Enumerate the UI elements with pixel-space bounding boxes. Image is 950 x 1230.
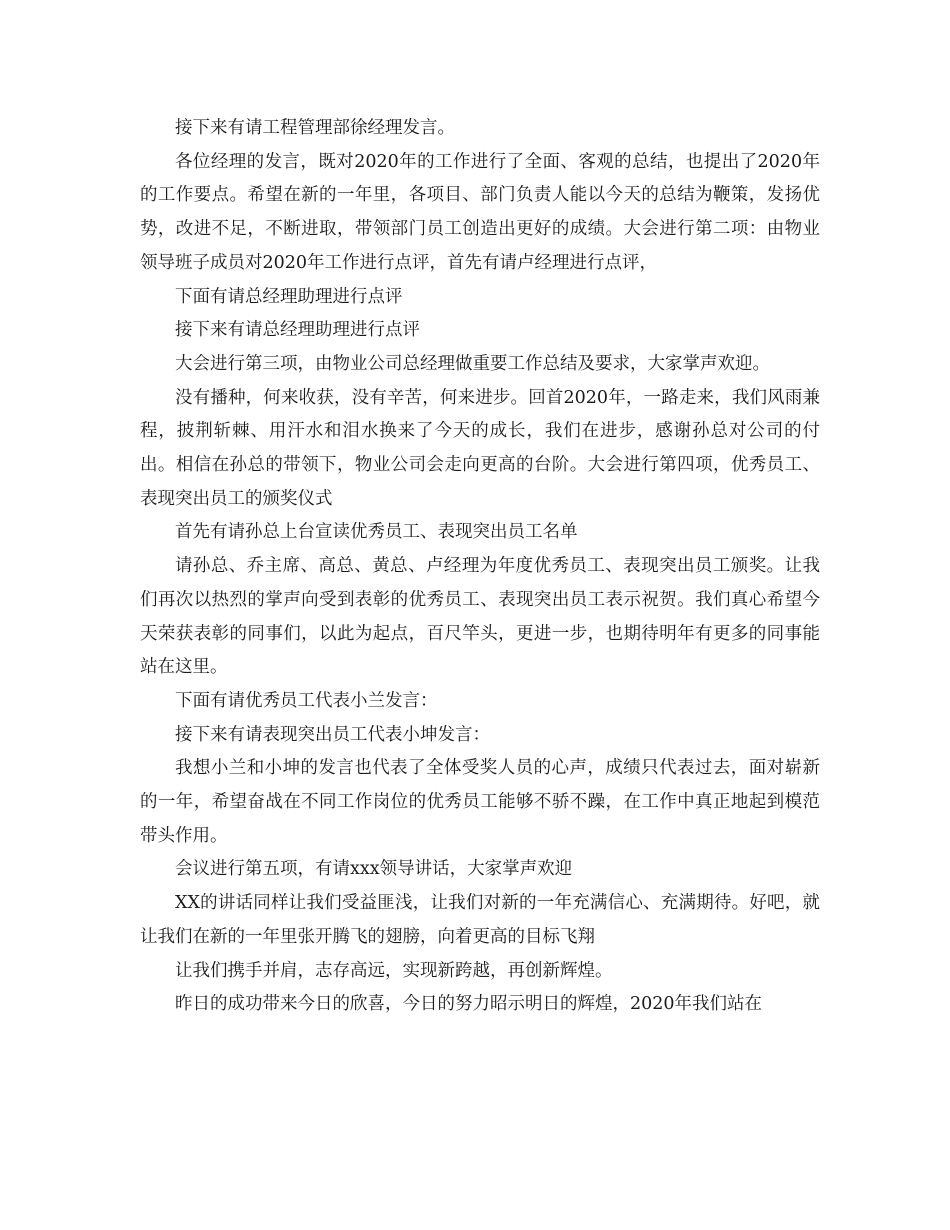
paragraph: 首先有请孙总上台宣读优秀员工、表现突出员工名单	[175, 522, 578, 543]
document-body	[140, 112, 820, 1022]
paragraph: 下面有请总经理助理进行点评	[175, 286, 403, 307]
paragraph: XX的讲话同样让我们受益匪浅，让我们对新的一年充满信心、充满期待。好吧，就让我们在新的一年里张开腾飞的翅膀，向着更高的目标飞翔	[140, 893, 820, 947]
paragraph: 没有播种，何来收获，没有辛苦，何来进步。回首2020年，一路走来，我们风雨兼程，披荆斩棘、用汗水和泪水换来了今天的成长，我们在进步，感谢孙总对公司的付出。相信在孙总的带领下，物业公司会走向更高的台阶。大会进行第四项，优秀员工、表现突出员工的颁奖仪式	[140, 387, 820, 509]
paragraph: 接下来有请表现突出员工代表小坤发言：	[175, 724, 490, 745]
paragraph: 昨日的成功带来今日的欣喜，今日的努力昭示明日的辉煌，2020年我们站在	[175, 994, 763, 1015]
paragraph: 我想小兰和小坤的发言也代表了全体受奖人员的心声，成绩只代表过去，面对崭新的一年，希望奋战在不同工作岗位的优秀员工能够不骄不躁，在工作中真正地起到模范带头作用。	[140, 758, 820, 846]
paragraph: 各位经理的发言，既对2020年的工作进行了全面、客观的总结，也提出了2020年的工作要点。希望在新的一年里，各项目、部门负责人能以今天的总结为鞭策，发扬优势，改进不足，不断进取，带领部门员工创造出更好的成绩。大会进行第二项：由物业领导班子成员对2020年工作进行点评，首先有请卢经理进行点评，	[140, 151, 820, 273]
paragraph: 接下来有请工程管理部徐经理发言。	[175, 118, 455, 138]
paragraph: 接下来有请总经理助理进行点评	[175, 320, 420, 341]
paragraph: 下面有请优秀员工代表小兰发言：	[175, 690, 438, 711]
paragraph: 让我们携手并肩，志存高远，实现新跨越，再创新辉煌。	[175, 960, 613, 981]
paragraph: 会议进行第五项，有请xxx领导讲话，大家掌声欢迎	[175, 859, 573, 880]
paragraph: 请孙总、乔主席、高总、黄总、卢经理为年度优秀员工、表现突出员工颁奖。让我们再次以热烈的掌声向受到表彰的优秀员工、表现突出员工表示祝贺。我们真心希望今天荣获表彰的同事们，以此为起点，百尺竿头，更进一步，也期待明年有更多的同事能站在这里。	[140, 556, 820, 678]
paragraph: 大会进行第三项，由物业公司总经理做重要工作总结及要求，大家掌声欢迎。	[175, 353, 770, 374]
